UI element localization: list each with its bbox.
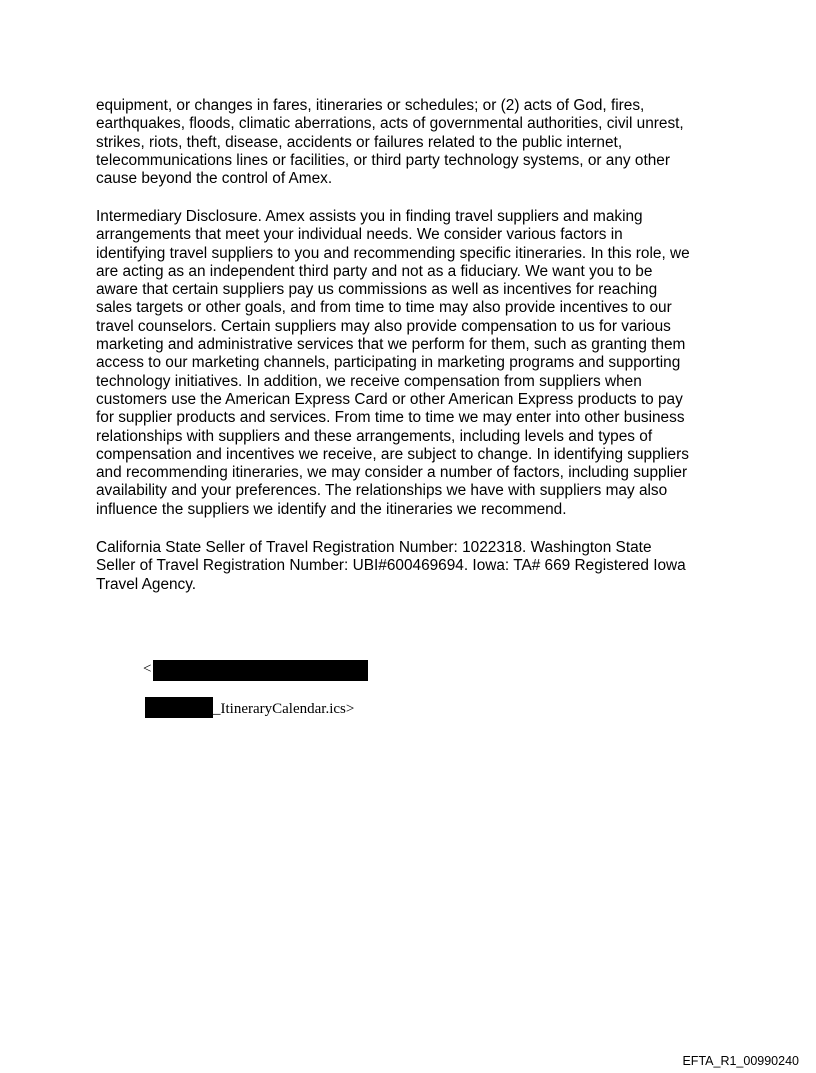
text-line: cause beyond the control of Amex.	[96, 170, 333, 188]
paragraph-intermediary-disclosure	[96, 208, 736, 519]
text-line: influence the suppliers we identify and the itineraries we recommend.	[96, 500, 567, 518]
text-line: equipment, or changes in fares, itineraries or schedules; or (2) acts of God, fires,	[96, 97, 645, 114]
text-line: access to our marketing channels, participating in marketing programs and supporting	[96, 354, 681, 372]
text-line: customers use the American Express Card or other American Express products to pay	[96, 390, 683, 408]
text-line: Travel Agency.	[96, 575, 197, 593]
paragraph-force-majeure	[96, 97, 736, 188]
redaction-box	[145, 697, 213, 718]
text-line: aware that certain suppliers pay us commissions as well as incentives for reaching	[96, 281, 658, 299]
text-line: compensation and incentives we receive, are subject to change. In identifying suppliers	[96, 445, 689, 463]
text-line: technology initiatives. In addition, we receive compensation from suppliers when	[96, 372, 642, 390]
text-line: identifying travel suppliers to you and recommending specific itineraries. In this role, we	[96, 244, 690, 262]
text-line: California State Seller of Travel Registration Number: 1022318. Washington State	[96, 539, 652, 556]
paragraph-registration-numbers	[96, 539, 736, 594]
redaction-box	[153, 660, 368, 681]
text-line: marketing and administrative services that we perform for them, such as granting them	[96, 336, 686, 354]
text-line: relationships with suppliers and these arrangements, including levels and types of	[96, 427, 653, 445]
attachment-open-bracket: <	[143, 661, 152, 677]
text-line: strikes, riots, theft, disease, accidents or failures related to the public internet,	[96, 133, 623, 151]
text-line: sales targets or other goals, and from time to time may also provide incentives to our	[96, 299, 672, 317]
text-line: for supplier products and services. From time to time we may enter into other business	[96, 409, 685, 427]
text-line: availability and your preferences. The relationships we have with suppliers may also	[96, 482, 668, 500]
text-line: Seller of Travel Registration Number: UBI#600469694. Iowa: TA# 669 Registered Iowa	[96, 557, 686, 575]
text-line: are acting as an independent third party and not as a fiduciary. We want you to be	[96, 262, 653, 280]
text-line: earthquakes, floods, climatic aberrations, acts of governmental authorities, civil unrest,	[96, 115, 684, 133]
document-id: EFTA_R1_00990240	[682, 1054, 799, 1068]
text-line: arrangements that meet your individual needs. We consider various factors in	[96, 226, 623, 244]
attachment-filename: _ItineraryCalendar.ics>	[213, 701, 355, 717]
text-line: travel counselors. Certain suppliers may also provide compensation to us for various	[96, 317, 671, 335]
text-line: telecommunications lines or facilities, or third party technology systems, or any other	[96, 151, 670, 169]
text-line: and recommending itineraries, we may consider a number of factors, including supplier	[96, 464, 688, 482]
text-line: Intermediary Disclosure. Amex assists you in finding travel suppliers and making	[96, 208, 643, 225]
